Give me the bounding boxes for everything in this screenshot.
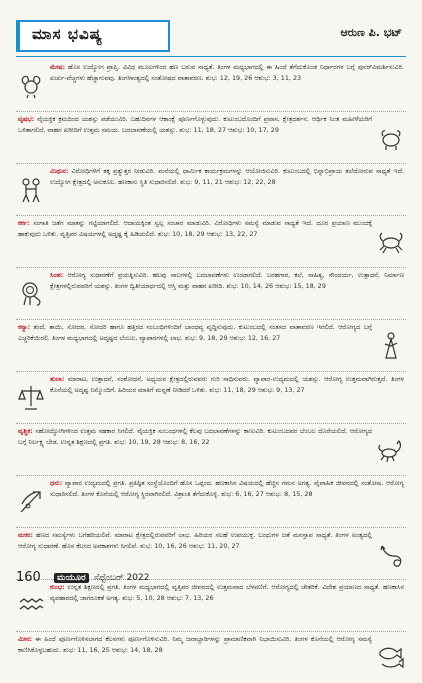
prediction-text: ಮಾರಾಟ, ಉತ್ಪಾದನೆ, ಸಂಶೋಧನೆ, ಅಧ್ಯಯನ ಕ್ಷೇತ್ರದಲ್ಲಿರುವವರು ಗುರಿ ಸಾಧಿಸುವರು. ವ್ಯಾಪಾರ-ಉದ್ಯಮದಲ್ಲಿ ಯಶಸ್ಸು. ಆರೋಗ್ಯ ಉತ್ತಮವಾಗಿರುತ್ತದೆ. ತಿಂಗಳ ಕೊನೆಯಲ್ಲಿ ಅದೃಷ್ಟ ನಿಮ್ಮೊಂದಿಗೆ. ಹಿರಿಯರ ಮಾತಿಗೆ ಮನ್ನಣೆ ನೀಡಿದರೆ ಒಳಿತು.	[50, 375, 404, 394]
scorpion-icon	[376, 434, 406, 464]
horoscope-text	[50, 374, 404, 396]
horoscope-text	[18, 530, 372, 552]
sign-name: ಮೀನ:	[18, 635, 33, 643]
horoscope-text	[18, 218, 372, 240]
lucky-dates: ಶುಭ: 10, 14, 26 ಆಶುಭ: 15, 18, 29	[226, 282, 326, 290]
horoscope-entry	[16, 268, 406, 320]
horoscope-text	[50, 166, 404, 188]
horoscope-list	[16, 60, 406, 683]
maiden-icon	[376, 330, 406, 360]
lucky-dates: ಶುಭ: 12, 19, 26 ಆಶುಭ: 3, 11, 23	[205, 74, 302, 82]
horoscope-entry	[16, 424, 406, 476]
prediction-text: ವ್ಯಾಪಾರ ಉದ್ಯಮದಲ್ಲಿ ಪ್ರಗತಿ. ಪ್ರತಿಷ್ಠಿತ ಸಂಸ್ಥೆಯೊಂದಿಗೆ ಹೊಸ ಒಪ್ಪಂದ. ಹಣಕಾಸಿನ ವಿಷಯದಲ್ಲಿ ಹೆಚ್ಚಿನ ಗಮನ ಅಗತ್ಯ. ವೈವಾಹಿಕ ಜೀವನದಲ್ಲಿ ಸಂತೋಷ. ಆರೋಗ್ಯ ಸುಧಾರಿಸಲಿದೆ. ತಿಂಗಳ ಕೊನೆಯಲ್ಲಿ ಆರೋಗ್ಯ ಸ್ಥಿರವಾಗಿರಲಿದೆ. ವಿಶ್ರಾಂತಿ ತೆಗೆದುಕೊಳ್ಳಿ.	[50, 479, 404, 498]
lion-icon	[16, 278, 46, 308]
horoscope-entry	[16, 476, 406, 528]
sign-name: ಮೇಷ:	[50, 63, 66, 71]
horoscope-entry	[16, 372, 406, 424]
horoscope-entry	[16, 320, 406, 372]
lucky-dates: ಶುಭ: 10, 18, 29 ಆಶುಭ: 13, 22, 27	[158, 230, 258, 238]
scales-icon	[16, 382, 46, 412]
prediction-text: ಈ ಹಿಂದೆ ಪೂರ್ಣಗೊಳಿಸಲಾಗದ ಕೆಲಸಗಳು ಪೂರ್ಣಗೊಳಿಸುವಿರಿ. ನಿಮ್ಮ ಜವಾಬ್ದಾರಿಗಳನ್ನು ಪ್ರಾಮಾಣಿಕವಾಗಿ ನಿಭಾಯಿಸುವಿರಿ. ತಿಂಗಳ ಕೊನೆಯಲ್ಲಿ ಆರೋಗ್ಯ ಸಮಸ್ಯೆ ಕಾಣಿಸಿಕೊಳ್ಳಬಹುದು.	[18, 635, 372, 654]
sign-name: ಕುಂಭ:	[50, 583, 65, 591]
horoscope-text	[18, 322, 372, 344]
header-divider	[16, 56, 406, 57]
prediction-text: ಸಂಗಾತಿ ಜತೆಗ ಮಾತನ್ನು ಗಟ್ಟಿಯಾಗಲಿದೆ. ಆದಾಯಕ್ಕಿಂತ ಸ್ವಲ್ಪ ಸಂಚಾರ ಮಾಡುವಿರಿ. ವಿರೋಧಿಗಳು ಸಮಸ್ಯೆ ಮಾಡುವ ಸಾಧ್ಯತೆ ಇದೆ. ದೂರ ಪ್ರಯಾಣ ಮುಂದಕ್ಕೆ ಹಾಕುವುದು ಒಳಿತು. ವೃತ್ತಿಪರ ವಿಷಯಗಳಲ್ಲಿ ಅದೃಷ್ಟ ಕೈ ಹಿಡಿಯಲಿದೆ.	[18, 219, 372, 238]
goat-icon	[376, 538, 406, 568]
page-number: 160	[16, 570, 41, 585]
twins-icon	[16, 174, 46, 204]
horoscope-entry	[16, 112, 406, 164]
author-name: ಆರುಣ ಪಿ. ಭಟ್	[340, 26, 402, 39]
sign-name: ತುಲಾ:	[50, 375, 65, 383]
title-accent-bar	[16, 20, 20, 52]
prediction-text: ಹಣದ ಸಮಸ್ಯೆಗಳು ಬಗೆಹರಿಯಲಿವೆ. ಮಾರಾಟ ಕ್ಷೇತ್ರದಲ್ಲಿರುವವರಿಗೆ ಲಾಭ. ಹಿರಿಯರ ಸಲಹೆ ಉಪಯುಕ್ತ. ಬಂಧುಗಳ ಜತೆ ಮನಸ್ತಾಪ ಸಾಧ್ಯತೆ. ತಿಂಗಳ ಅಂತ್ಯದಲ್ಲಿ ಆರೋಗ್ಯ ಸುಧಾರಣೆ. ಹೊಸ ಕೆಲಸದ ಅವಕಾಶಗಳು ಸಿಗಲಿವೆ.	[18, 531, 372, 550]
lucky-dates: ಶುಭ: 5, 10, 28 ಆಶುಭ: 7, 13, 26	[122, 594, 214, 602]
horoscope-entry	[16, 60, 406, 112]
prediction-text: ತಂದೆ, ತಾಯಿ, ಸೋದರ, ಸೋದರಿ ಹಾಗೂ ಹತ್ತಿರದ ಸಂಬಂಧಿಗಳಿಂದಿಗೆ ಬಾಂಧವ್ಯ ವೃದ್ಧಿಸುವುದು. ಕುಟುಂಬದಲ್ಲಿ ಸಂತಸದ ವಾತಾವರಣ ಇರಲಿದೆ. ಆರೋಗ್ಯದ ಬಗ್ಗೆ ಎಚ್ಚರಿಕೆಯಿರಲಿ. ತಿಂಗಳ ಮಧ್ಯಭಾಗದಲ್ಲಿ ಅದೃಷ್ಟದ ಬೆಂಬಲ, ವ್ಯಾಪಾರಗಳಲ್ಲಿ ಲಾಭ.	[18, 323, 372, 342]
water-bearer-icon	[16, 590, 46, 620]
prediction-text: ಆರೋಗ್ಯ ಸುಧಾರಣೆಗೆ ಪ್ರಯತ್ನಿಸುವಿರಿ. ಹಲವು ಸಾಲಗಳಲ್ಲಿ ಬದಲಾವಣೆಗಳು ಉಂಟಾಗಲಿದೆ. ಬರಹಗಾರ, ಕಲೆ, ಸಾಹಿತ್ಯ, ಸೌಂದರ್ಯ, ಉತ್ಪಾದನೆ, ನಿರ್ಮಾಣ ಕ್ಷೇತ್ರಗಳಲ್ಲಿರುವವರಿಗೆ ಯಶಸ್ಸು. ತಿಂಗಳ ದ್ವಿತೀಯಾರ್ಧದಲ್ಲಿ ಆಸ್ತಿ ಮತ್ತು ವಾಹನ ಖರೀದಿ.	[50, 271, 404, 290]
section-title: ಮಾಸ ಭವಿಷ್ಯ	[32, 25, 103, 43]
issue-date: ಸೆಪ್ಟೆಂಬರ್ 2022	[94, 573, 150, 583]
horoscope-text	[50, 478, 404, 500]
horoscope-text	[18, 426, 372, 448]
section-title-box	[16, 20, 170, 52]
fish-icon	[376, 642, 406, 672]
prediction-text: ವೈಯಕ್ತಿಕ ಕ್ರಮದಿಂದ ಯಶಸ್ಸು ಪಡೆಯುವಿರಿ. ಬಹುದಿನಗಳ ಆಕಾಂಕ್ಷೆ ಪೂರ್ಣಗೊಳ್ಳುವುದು. ಕುಟುಂಬದೊಂದಿಗೆ ಪ್ರವಾಸ, ಕ್ಷೇತ್ರದರ್ಶನ. ಆರ್ಥಿಕ ನಿಂತ ಮಹೀಳೆಯರಿಗೆ ಒಳಿತಾಗಲಿದೆ. ವಾಹನ ಖರೀದಿಗೆ ಉತ್ತಮ ಸಮಯ. ಬದಲಾವಣೆಯಲ್ಲಿ ಯಶಸ್ಸು.	[18, 115, 372, 134]
sign-name: ಕರ್ಕ:	[18, 219, 30, 227]
prediction-text: ಉನ್ನತ ಶಿಕ್ಷಣದಲ್ಲಿ ಪ್ರಗತಿ. ತಿಂಗಳ ಮಧ್ಯಭಾಗದಲ್ಲಿ ವೃತ್ತಿಪರ ಜೀವನದಲ್ಲಿ ಉತ್ತಮವಾದ ಬೆಳವಣಿಗೆ. ಆರೋಗ್ಯದಲ್ಲಿ ಚೇತರಿಕೆ. ವಿದೇಶ ಪ್ರಯಾಣದ ಸಾಧ್ಯತೆ. ಹಣಕಾಸಿನ ವ್ಯವಹಾರದಲ್ಲಿ ಜಾಗರೂಕತೆ ಅಗತ್ಯ.	[50, 583, 404, 602]
sign-name: ಮಿಥುನ:	[50, 167, 69, 175]
sign-name: ವೃಶ್ಚಿಕ:	[18, 427, 33, 435]
lucky-dates: ಶುಭ: 6, 16, 27 ಆಶುಭ: 8, 15, 28	[221, 490, 313, 498]
ram-icon	[16, 70, 46, 100]
horoscope-entry	[16, 164, 406, 216]
sign-name: ಸಿಂಹ:	[50, 271, 64, 279]
lucky-dates: ಶುಭ: 9, 18, 29 ಆಶುಭ: 12, 16, 27	[184, 334, 281, 342]
lucky-dates: ಶುಭ: 9, 11, 21 ಆಶುಭ: 12, 22, 28	[180, 178, 276, 186]
sign-name: ವೃಷಭ:	[18, 115, 35, 123]
lucky-dates: ಶುಭ: 10, 16, 26 ಆಶುಭ: 11, 20, 27	[140, 542, 240, 550]
horoscope-text	[50, 270, 404, 292]
lucky-dates: ಶುಭ: 11, 16, 25 ಆಶುಭ: 14, 18, 28	[63, 646, 163, 654]
horoscope-text	[18, 114, 372, 136]
magazine-name: ಮಯೂರ	[54, 573, 89, 583]
sign-name: ಕನ್ಯಾ:	[18, 323, 31, 331]
horoscope-entry	[16, 216, 406, 268]
bull-icon	[376, 122, 406, 152]
page-footer	[16, 570, 406, 588]
lucky-dates: ಶುಭ: 11, 18, 29 ಆಶುಭ: 9, 13, 27	[209, 386, 305, 394]
archer-icon	[16, 486, 46, 516]
horoscope-text	[50, 62, 404, 84]
sign-name: ಧನು:	[50, 479, 63, 487]
prediction-text: ಹೊಸ ಉದ್ಯೋಗ ಪ್ರಾಪ್ತಿ. ವಿವಿಧ ಮೂಲಗಳಿಂದ ಹಣ ಬರುವ ಸಾಧ್ಯತೆ. ತಿಂಗಳ ಮಧ್ಯಭಾಗದಲ್ಲಿ ಈ ಹಿಂದೆ ತೆಗೆದುಕೊಂಡ ನಿರ್ಧಾರಗಳ ಬಗ್ಗೆ ಪುನರ್‌ವಿಮರ್ಶಿಸುವಿರಿ. ಖರ್ಚು-ವೆಚ್ಚಗಳು ಹೆಚ್ಚಾಗುವವು. ತಿಂಗಳಾಂತ್ಯದಲ್ಲಿ ಸಂತೋಷದ ವಾತಾವರಣ.	[50, 63, 404, 82]
horoscope-entry	[16, 632, 406, 683]
prediction-text: ಸಹೋದ್ಯೋಗಿಗಳಿಂದ ಉತ್ತಮ ಸಹಕಾರ ಸಿಗಲಿದೆ. ವೈಯಕ್ತಿಕ ಸಂಬಂಧಗಳಲ್ಲಿ ಕೆಲವು ಬದಲಾವಣೆಗಳನ್ನು ಕಾಣುವಿರಿ. ಕುಟುಂಬದವರ ಬೆಂಬಲ ದೊರೆಯಲಿದೆ. ಆರೋಗ್ಯದ ಬಗ್ಗೆ ನಿರ್ಲಕ್ಷ್ಯ ಬೇಡ. ಉನ್ನತ ಶಿಕ್ಷಣದಲ್ಲಿ ಪ್ರಗತಿ.	[18, 427, 372, 446]
crab-icon	[376, 226, 406, 256]
lucky-dates: ಶುಭ: 11, 18, 27 ಆಶುಭ: 10, 17, 29	[179, 126, 279, 134]
lucky-dates: ಶುಭ: 10, 19, 28 ಆಶುಭ: 8, 16, 22	[114, 438, 210, 446]
sign-name: ಮಕರ:	[18, 531, 33, 539]
horoscope-text	[18, 634, 372, 656]
section-header	[16, 20, 406, 52]
prediction-text: ವಿರೋಧಿಗಳಿಗೆ ತಕ್ಕ ಪ್ರತ್ಯುತ್ತರ ನೀಡುವಿರಿ. ಮನೆಯಲ್ಲಿ ಧಾರ್ಮಿಕ ಕಾರ್ಯಕ್ರಮಗಳನ್ನು ಆಯೋಜಿಸುವಿರಿ. ಕುಟುಂಬದಲ್ಲಿ ಭಿನ್ನಾಭಿಪ್ರಾಯ ತಲೆದೋರುವ ಸಾಧ್ಯತೆ ಇದೆ. ಉದ್ಯೋಗ ಕ್ಷೇತ್ರದಲ್ಲಿ ಅನುಕೂಲ. ಹಣಕಾಸು ಸ್ಥಿತಿ ಸುಧಾರಿಸಲಿದೆ.	[50, 167, 404, 186]
